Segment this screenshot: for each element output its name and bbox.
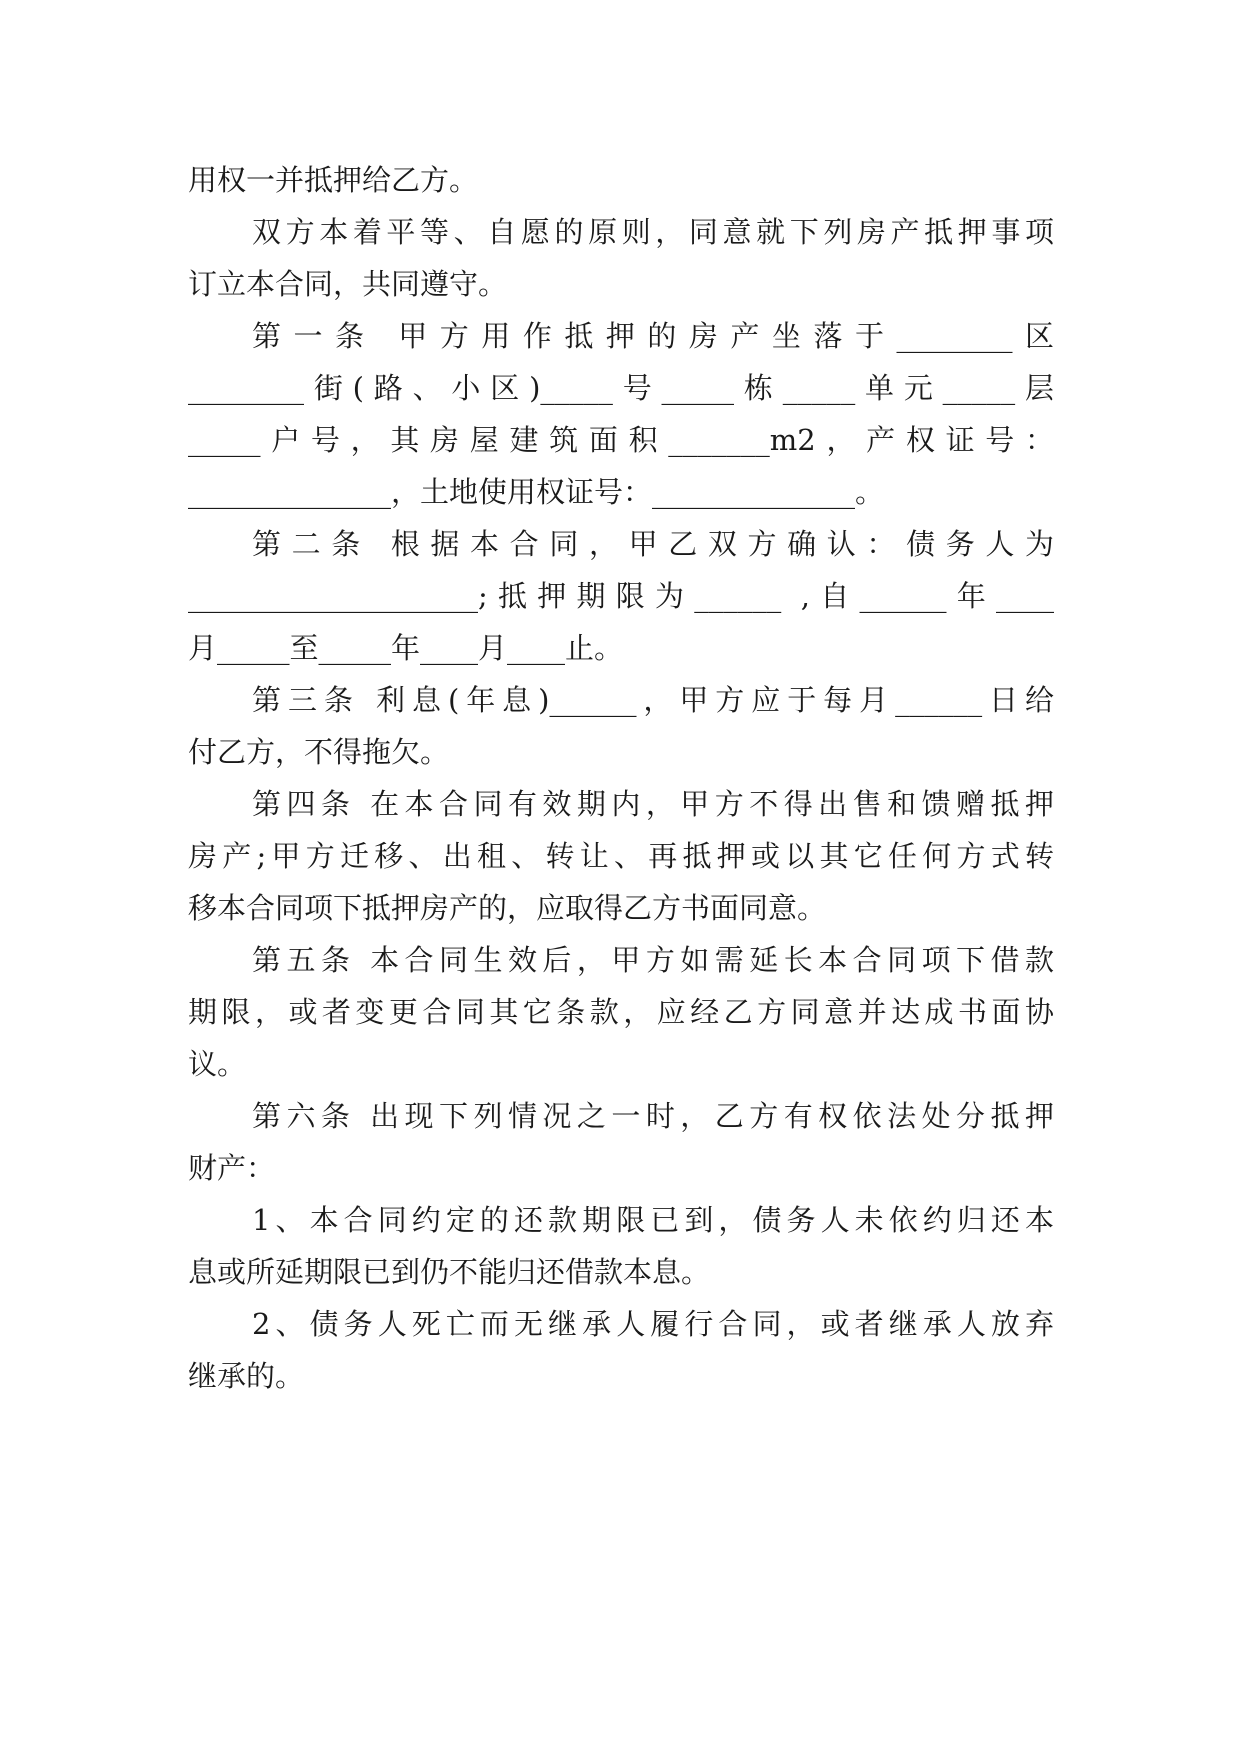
text-line: ______________，土地使用权证号：______________。	[188, 475, 885, 509]
text-line: 移本合同项下抵押房产的，应取得乙方书面同意。	[188, 891, 827, 925]
text-line: 息或所延期限已到仍不能归还借款本息。	[188, 1255, 711, 1289]
text-line: 订立本合同，共同遵守。	[188, 267, 508, 301]
text-line: 用权一并抵押给乙方。	[188, 163, 479, 197]
text-line: 议。	[188, 1047, 247, 1081]
text-line: 继承的。	[188, 1359, 305, 1393]
text-line: 第六条 出现下列情况之一时，乙方有权依法处分抵押	[252, 1099, 1054, 1133]
text-line: _____户号，其房屋建筑面积_______m2，产权证号：	[188, 423, 1054, 457]
text-line: 1、本合同约定的还款期限已到，债务人未依约归还本	[252, 1203, 1054, 1237]
text-line: 期限，或者变更合同其它条款，应经乙方同意并达成书面协	[188, 995, 1054, 1029]
text-line: 双方本着平等、自愿的原则，同意就下列房产抵押事项	[252, 215, 1054, 249]
text-line: 第二条 根据本合同，甲乙双方确认：债务人为	[252, 527, 1054, 561]
text-line: 财产：	[188, 1151, 276, 1185]
text-line: 月_____至_____年____月____止。	[188, 631, 624, 665]
text-line: 第一条 甲方用作抵押的房产坐落于________区	[252, 319, 1054, 353]
text-line: 第四条 在本合同有效期内，甲方不得出售和馈赠抵押	[252, 787, 1054, 821]
text-line: ____________________;抵押期限为______ ,自______年____	[188, 579, 1054, 613]
text-line: 第三条 利息(年息)______，甲方应于每月______日给	[252, 683, 1054, 717]
text-line: 房产;甲方迁移、出租、转让、再抵押或以其它任何方式转	[188, 839, 1054, 873]
text-line: 2、债务人死亡而无继承人履行合同，或者继承人放弃	[252, 1307, 1054, 1341]
text-line: 付乙方，不得拖欠。	[188, 735, 450, 769]
text-line: ________街(路、小区)_____号_____栋_____单元_____层	[188, 371, 1054, 405]
text-line: 第五条 本合同生效后，甲方如需延长本合同项下借款	[252, 943, 1054, 977]
